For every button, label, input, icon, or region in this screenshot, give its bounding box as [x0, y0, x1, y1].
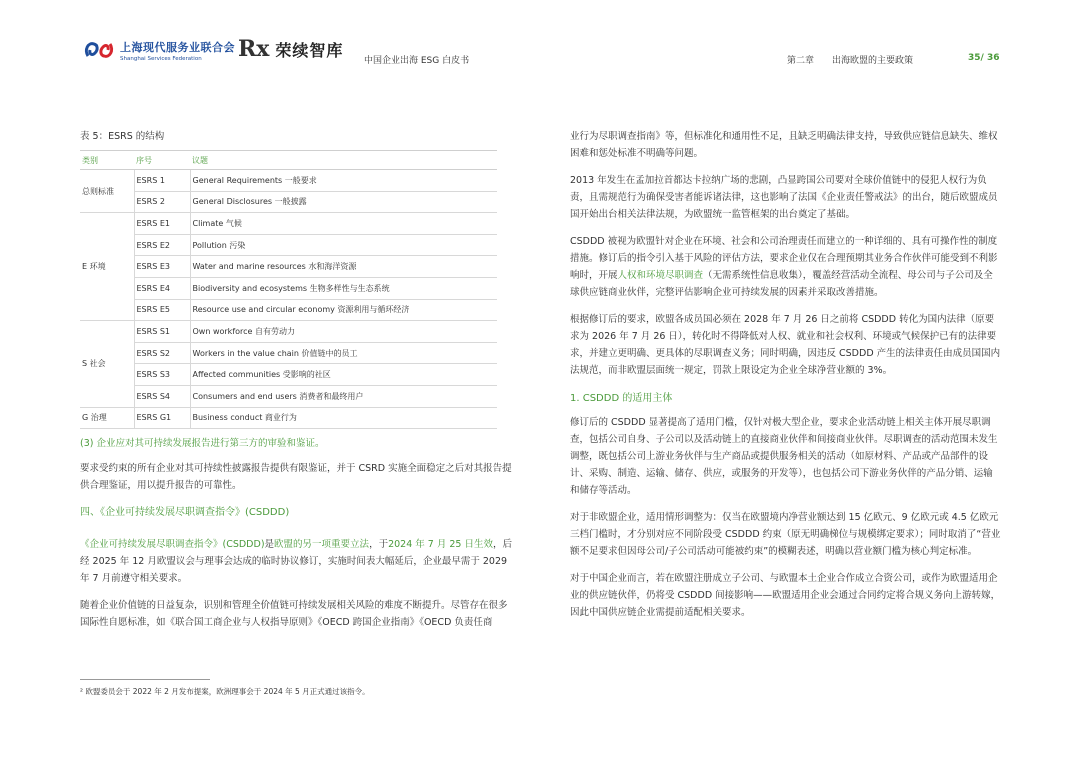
table-cell-seq: ESRS E4 [134, 277, 190, 299]
table-row [80, 213, 497, 235]
ssf-logo [84, 38, 235, 62]
paragraph-continued: 业行为尽职调查指南》等，但标准化和通用性不足，且缺乏明确法律支持，导致供应链信息缺失、维权困难和惩处标准不明确等问题。 [570, 131, 998, 159]
table-cell-topic: Resource use and circular economy 资源利用与循环经济 [190, 299, 497, 321]
value-chain-paragraph: 随着企业价值链的日益复杂，识别和管理全价值链可持续发展相关风险的难度不断提升。尽管存在很多国际性自愿标准，如《联合国工商企业与人权指导原则》《OECD 跨国企业指南》《OECD 负责任商 [80, 600, 508, 629]
table-cell-topic: Water and marine resources 水和海洋资源 [190, 256, 497, 278]
table-row [80, 170, 497, 192]
csddd-measures-paragraph: CSDDD 被视为欧盟针对企业在环境、社会和公司治理责任而建立的一种详细的、具有可操作性的制度措施。修订后的指令引入基于风险的评估方法，要求企业仅在合理预期其业务合作伙伴可能受到不利影响时，开展人权和环境尽职调查（无需系统性信息收集），覆盖经营活动全流程、母公司与子公司及全球供应链商业伙伴，完整评估影响企业可持续发展的因素并采取改善措施。 [570, 236, 998, 298]
table-cell-seq: ESRS E5 [134, 299, 190, 321]
table-cell-seq: ESRS S1 [134, 321, 190, 343]
table-row [80, 385, 497, 407]
section-4-heading: 四、《企业可持续发展尽职调查指令》(CSDDD) [80, 507, 290, 519]
table-row [80, 342, 497, 364]
ssf-logo-icon [84, 38, 114, 62]
table-cell-seq: ESRS S4 [134, 385, 190, 407]
ssf-logo-cn: 上海现代服务业联合会 [120, 40, 235, 54]
table-cell-seq: ESRS E1 [134, 213, 190, 235]
table-cell-seq: ESRS E2 [134, 234, 190, 256]
table-cell-topic: Biodiversity and ecosystems 生物多样性与生态系统 [190, 277, 497, 299]
table-row [80, 299, 497, 321]
table-row [80, 256, 497, 278]
table-cell-topic: Own workforce 自有劳动力 [190, 321, 497, 343]
page-number: 35/ 36 [968, 53, 1000, 63]
csddd-name: 《企业可持续发展尽职调查指令》(CSDDD) [80, 539, 265, 551]
left-column [80, 128, 516, 631]
table-row [80, 321, 497, 343]
csddd-intro-paragraph: 《企业可持续发展尽职调查指令》(CSDDD)是欧盟的另一项重要立法，于2024 年 7 月 25 日生效，后经 2025 年 12 月欧盟议会与理事会达成的临时协议修订，实施时间表大幅延后，企业最早需于 2029年 7 月前遵守相关要求。 [80, 539, 513, 585]
section-label: 出海欧盟的主要政策 [832, 56, 914, 66]
footnote-divider [80, 679, 210, 680]
rx-logo-name: 荣续智库 [275, 40, 344, 60]
table-cell-seq: ESRS 2 [134, 191, 190, 213]
table-caption: 表 5：ESRS 的结构 [80, 131, 165, 142]
rx-logo [238, 36, 343, 62]
document-title: 中国企业出海 ESG 白皮书 [364, 56, 470, 66]
table-header-category: 类别 [80, 151, 134, 170]
table-cell-seq: ESRS S2 [134, 342, 190, 364]
page-header [0, 0, 1080, 80]
table-cell-topic: Affected communities 受影响的社区 [190, 364, 497, 386]
table-cell-seq: ESRS S3 [134, 364, 190, 386]
table-cell-topic: Business conduct 商业行为 [190, 407, 497, 429]
table-header-topic: 议题 [190, 151, 497, 170]
table-cell-category: G 治理 [80, 407, 134, 429]
applicable-entities-heading: 1. CSDDD 的适用主体 [570, 393, 673, 404]
csddd-effective-date: 2024 年 7 月 25 日生效 [388, 539, 493, 551]
scope-paragraph: 修订后的 CSDDD 显著提高了适用门槛，仅针对极大型企业，要求企业活动链上相关主体开展尽职调查，包括公司自身、子公司以及活动链上的直接商业伙伴和间接商业伙伴。尽职调查的活动范围未发生调整，既包括公司上游业务伙伴与生产商品或提供服务相关的活动（如原材料、产品或产品部件的设计、采购、制造、运输、储存、供应，或服务的开发等），也包括公司下游业务伙伴的产品分销、运输和储存等活动。 [570, 417, 998, 496]
table-cell-topic: Consumers and end users 消费者和最终用户 [190, 385, 497, 407]
transposition-paragraph: 根据修订后的要求，欧盟各成员国必须在 2028 年 7 月 26 日之前将 CSDDD 转化为国内法律（原要求为 2026 年 7 月 26 日），转化时不得降低对人权、就业和社会权利、环境或气候保护已有的法律要求，并建立更明确、更具体的尽职调查义务；同时明确，因违反 CSDDD 产生的法律责任由成员国国内法规范，而非欧盟层面统一规定，罚款上限设定为企业全球净营业额的 3%。 [570, 314, 1001, 376]
rx-logo-mark: Rx [238, 36, 270, 62]
table-cell-category: 总则标准 [80, 170, 134, 213]
table-cell-category: S 社会 [80, 321, 134, 407]
table-cell-seq: ESRS G1 [134, 407, 190, 429]
table-cell-seq: ESRS E3 [134, 256, 190, 278]
table-row [80, 277, 497, 299]
table-row [80, 364, 497, 386]
right-column [570, 128, 1002, 621]
rana-plaza-paragraph: 2013 年发生在孟加拉首都达卡拉纳广场的悲剧，凸显跨国公司要对全球价值链中的侵犯人权行为负责，且需规范行为确保受害者能诉诸法律，这也影响了法国《企业责任警戒法》的出台，随后欧盟成员国开始出台相关法律法规，为欧盟统一监管框架的出台奠定了基础。 [570, 175, 998, 220]
table-cell-category: E 环境 [80, 213, 134, 321]
table-cell-topic: Pollution 污染 [190, 234, 497, 256]
ssf-logo-en: Shanghai Services Federation [120, 55, 202, 62]
table-cell-topic: General Disclosures 一般披露 [190, 191, 497, 213]
subsection-3-heading: (3) 企业应对其可持续发展报告进行第三方的审验和鉴证。 [80, 438, 325, 450]
table-header-row [80, 151, 497, 170]
table-row [80, 191, 497, 213]
footnote: ² 欧盟委员会于 2022 年 2 月发布提案，欧洲理事会于 2024 年 5 月正式通过该指令。 [80, 687, 370, 696]
esrs-structure-table [80, 150, 497, 429]
china-enterprise-paragraph: 对于中国企业而言，若在欧盟注册成立子公司、与欧盟本土企业合作成立合资公司，或作为欧盟适用企业的供应链伙伴，仍将受 CSDDD 间接影响——欧盟适用企业会通过合同约定将合规义务向上游转嫁，因此中国供应链企业需提前适配相关要求。 [570, 573, 1001, 618]
table-header-seq: 序号 [134, 151, 190, 170]
table-cell-topic: Climate 气候 [190, 213, 497, 235]
table-row [80, 407, 497, 429]
table-row [80, 234, 497, 256]
subsection-3-text: 要求受约束的所有企业对其可持续性披露报告提供有限鉴证，并于 CSRD 实施全面稳定之后对其报告提供合理鉴证，用以提升报告的可靠性。 [80, 463, 512, 492]
table-cell-topic: Workers in the value chain 价值链中的员工 [190, 342, 497, 364]
table-cell-seq: ESRS 1 [134, 170, 190, 192]
table-cell-topic: General Requirements 一般要求 [190, 170, 497, 192]
csddd-importance: 欧盟的另一项重要立法 [274, 539, 370, 551]
chapter-label: 第二章 [787, 56, 815, 66]
non-eu-paragraph: 对于非欧盟企业，适用情形调整为：仅当在欧盟境内净营业额达到 15 亿欧元、9 亿欧元或 4.5 亿欧元三档门槛时，才分别对应不同阶段受 CSDDD 约束（原无明确梯位与规模绑定要求）；同时取消了“营业额不足要求但因母公司/子公司活动可能被约束”的模糊表述，明确以营业额门槛为核心判定标准。 [570, 512, 1001, 557]
due-diligence-highlight: 人权和环境尽职调查 [617, 270, 704, 281]
